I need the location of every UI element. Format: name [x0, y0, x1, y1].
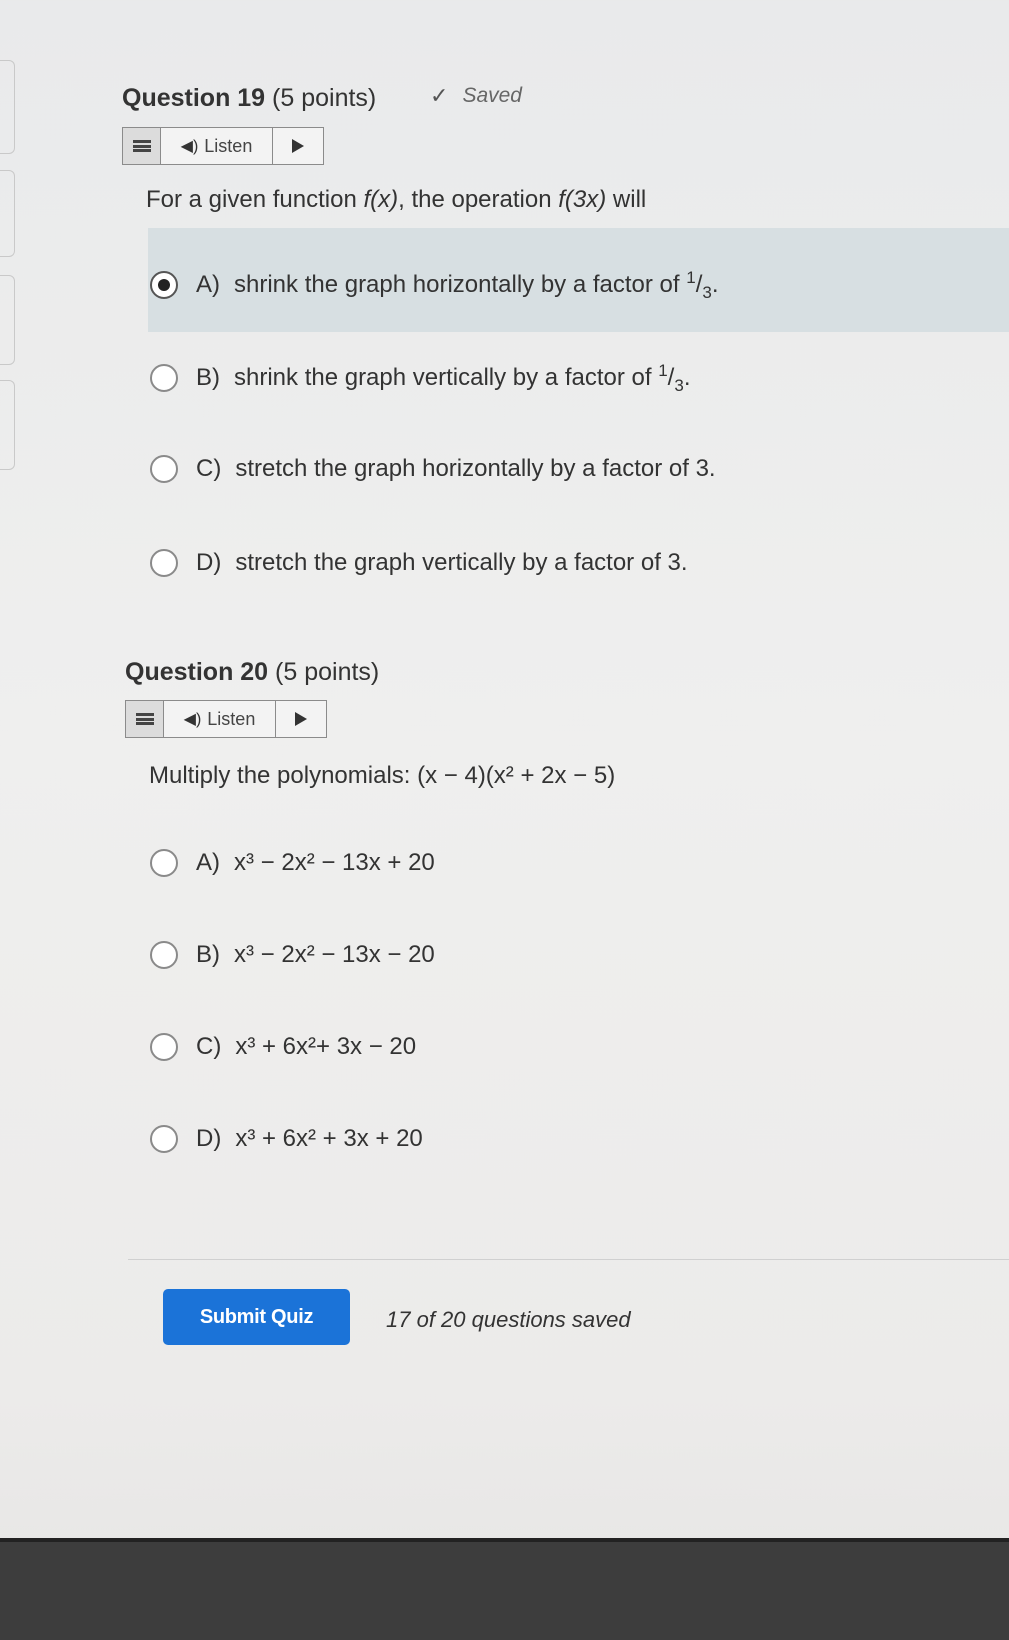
menu-icon[interactable] — [123, 128, 161, 164]
prompt-f3x: f(3x) — [558, 186, 607, 213]
listen-button[interactable] — [161, 128, 273, 164]
option-text: shrink the graph vertically by a factor of $^1/_3$. — [234, 361, 691, 395]
option-letter: A) — [196, 849, 220, 876]
edge-tab — [0, 275, 15, 365]
option-a[interactable] — [150, 849, 435, 877]
option-text: x³ − 2x² − 13x + 20 — [234, 849, 435, 876]
radio-button[interactable] — [150, 849, 178, 877]
option-a[interactable] — [150, 268, 719, 303]
radio-button[interactable] — [150, 1033, 178, 1061]
radio-button[interactable] — [150, 455, 178, 483]
prompt-text: , the operation — [398, 186, 559, 213]
saved-count: 17 of 20 questions saved — [386, 1307, 631, 1332]
option-letter: B) — [196, 364, 220, 392]
saved-status — [430, 83, 522, 109]
prompt-text: Multiply the polynomials: — [149, 762, 418, 789]
option-text: x³ + 6x² + 3x + 20 — [235, 1125, 423, 1152]
option-b[interactable] — [150, 941, 435, 969]
option-text: x³ − 2x² − 13x − 20 — [234, 941, 435, 968]
listen-toolbar — [122, 127, 324, 165]
question-19-header — [122, 84, 376, 113]
edge-tab — [0, 60, 15, 154]
edge-tab — [0, 380, 15, 470]
radio-selected[interactable] — [150, 271, 178, 299]
check-icon: ✓ — [430, 83, 449, 108]
prompt-text: will — [606, 186, 647, 213]
option-letter: A) — [196, 271, 220, 299]
left-edge-tabs — [0, 0, 16, 480]
option-text: stretch the graph vertically by a factor of 3. — [235, 549, 688, 576]
speaker-icon: ◀) — [180, 138, 199, 155]
play-button[interactable] — [276, 701, 326, 737]
prompt-fx: f(x) — [363, 186, 399, 213]
question-prompt — [149, 762, 615, 790]
play-icon — [292, 139, 304, 153]
listen-toolbar — [125, 700, 327, 738]
edge-tab — [0, 170, 15, 257]
play-icon — [295, 712, 307, 726]
option-text: stretch the graph horizontally by a factor of 3. — [235, 455, 716, 482]
question-points: (5 points) — [272, 84, 377, 112]
fraction-denominator: 3 — [702, 282, 712, 302]
option-letter: B) — [196, 941, 220, 968]
listen-label: Listen — [207, 708, 256, 729]
question-number: Question 19 — [122, 84, 266, 112]
saved-label: Saved — [462, 84, 522, 107]
radio-button[interactable] — [150, 941, 178, 969]
radio-button[interactable] — [150, 1125, 178, 1153]
option-d[interactable] — [150, 1125, 423, 1153]
option-letter: D) — [196, 549, 222, 576]
option-letter: D) — [196, 1125, 222, 1152]
radio-button[interactable] — [150, 364, 178, 392]
question-prompt — [146, 186, 646, 214]
listen-label: Listen — [204, 135, 253, 156]
fraction-numerator: 1 — [686, 268, 696, 287]
option-c[interactable] — [150, 1033, 416, 1061]
fraction-numerator: 1 — [658, 361, 668, 380]
footer-divider — [128, 1259, 1009, 1260]
question-20-header — [125, 658, 379, 687]
question-number: Question 20 — [125, 658, 269, 686]
option-b[interactable] — [150, 361, 690, 396]
radio-button[interactable] — [150, 549, 178, 577]
prompt-expression: (x − 4)(x² + 2x − 5) — [417, 762, 616, 789]
option-c[interactable] — [150, 455, 716, 483]
option-d[interactable] — [150, 549, 688, 577]
listen-button[interactable] — [164, 701, 276, 737]
submit-quiz-button[interactable]: Submit Quiz — [163, 1289, 350, 1345]
option-text: shrink the graph horizontally by a factor of $^1/_3$. — [234, 268, 719, 302]
speaker-icon: ◀) — [183, 711, 202, 728]
play-button[interactable] — [273, 128, 323, 164]
fraction-denominator: 3 — [674, 375, 684, 395]
option-letter: C) — [196, 1033, 222, 1060]
question-points: (5 points) — [275, 658, 380, 686]
monitor-bezel — [0, 1538, 1009, 1640]
menu-icon[interactable] — [126, 701, 164, 737]
prompt-text: For a given function — [146, 186, 364, 213]
option-text: x³ + 6x²+ 3x − 20 — [235, 1033, 417, 1060]
option-letter: C) — [196, 455, 222, 482]
